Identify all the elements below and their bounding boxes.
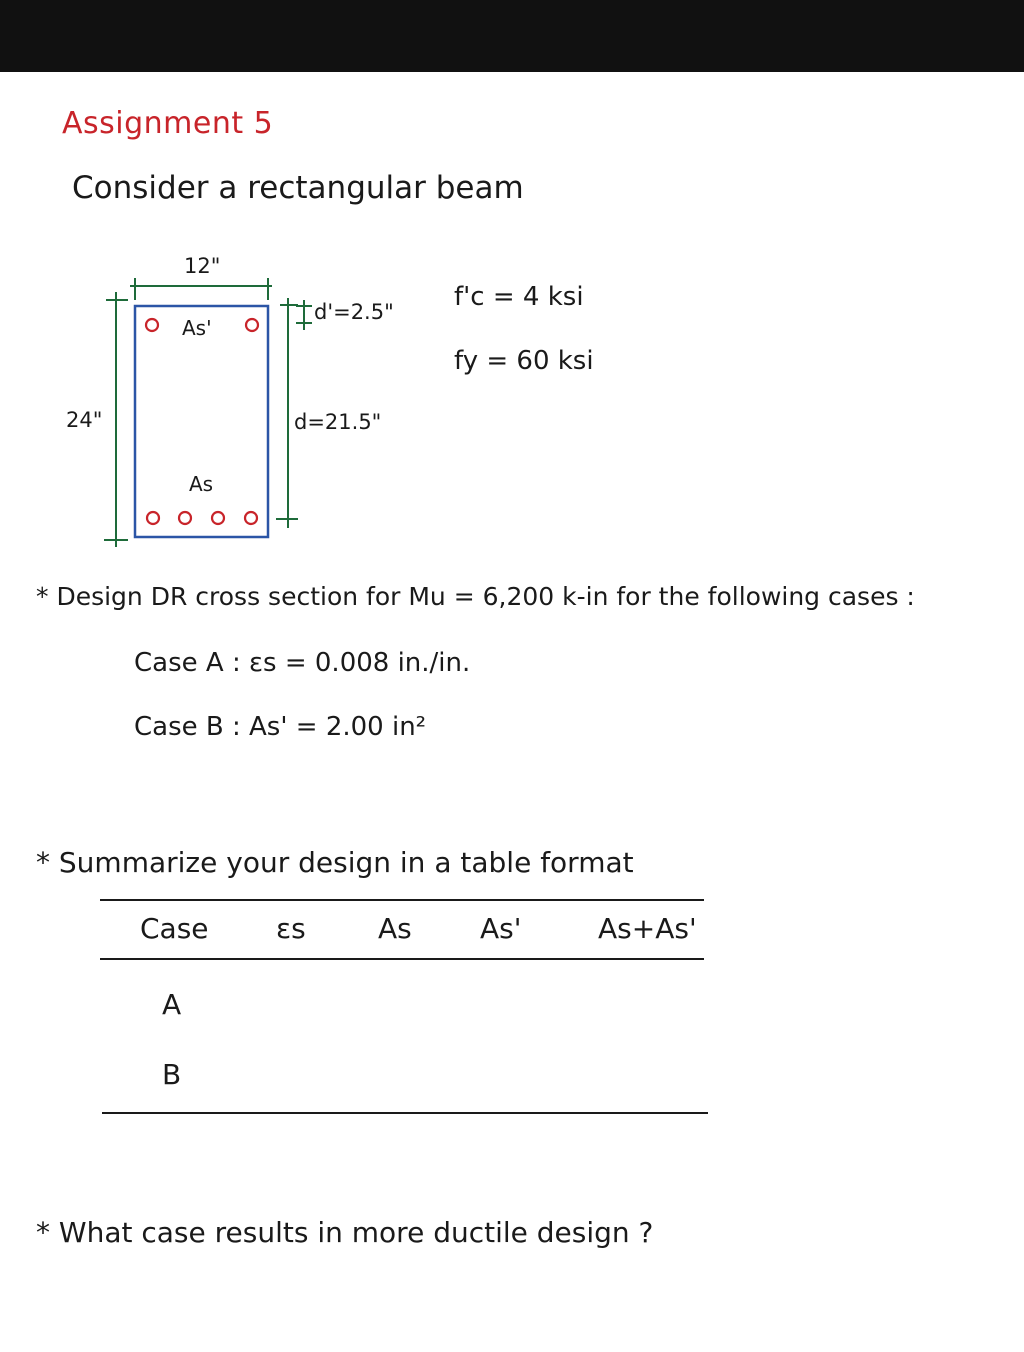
table-header-rule — [100, 958, 704, 960]
case-b-line: Case B : As' = 2.00 in² — [134, 712, 427, 742]
header-case: Case — [140, 912, 209, 945]
case-a-line: Case A : εs = 0.008 in./in. — [134, 648, 471, 678]
top-steel-label: As' — [182, 316, 212, 340]
assignment-title: Assignment 5 — [62, 106, 274, 141]
fy-property: fy = 60 ksi — [454, 346, 594, 376]
width-label: 12" — [184, 254, 221, 278]
table-row: A — [162, 988, 182, 1021]
header-as: As — [378, 912, 412, 945]
intro-text: Consider a rectangular beam — [72, 170, 524, 206]
header-strain: εs — [276, 912, 306, 945]
bottom-bar-1 — [147, 512, 159, 524]
d-prime-label: d'=2.5" — [314, 300, 394, 324]
beam-section — [135, 306, 268, 537]
bottom-bar-4 — [245, 512, 257, 524]
table-row: B — [162, 1058, 182, 1091]
ductility-question: * What case results in more ductile design ? — [36, 1216, 654, 1249]
fc-property: f'c = 4 ksi — [454, 282, 584, 312]
table-bottom-rule — [102, 1112, 708, 1114]
summary-task: * Summarize your design in a table format — [36, 846, 634, 879]
table-top-rule — [100, 899, 704, 901]
bottom-steel-label: As — [189, 472, 214, 496]
top-bar-left — [146, 319, 158, 331]
bottom-bar-3 — [212, 512, 224, 524]
bottom-bar-2 — [179, 512, 191, 524]
height-label: 24" — [66, 408, 103, 432]
d-label: d=21.5" — [294, 410, 382, 434]
top-bar-right — [246, 319, 258, 331]
header-as-total: As+As' — [598, 912, 697, 945]
header-as-prime: As' — [480, 912, 522, 945]
design-task: * Design DR cross section for Mu = 6,200 k-in for the following cases : — [36, 582, 915, 611]
